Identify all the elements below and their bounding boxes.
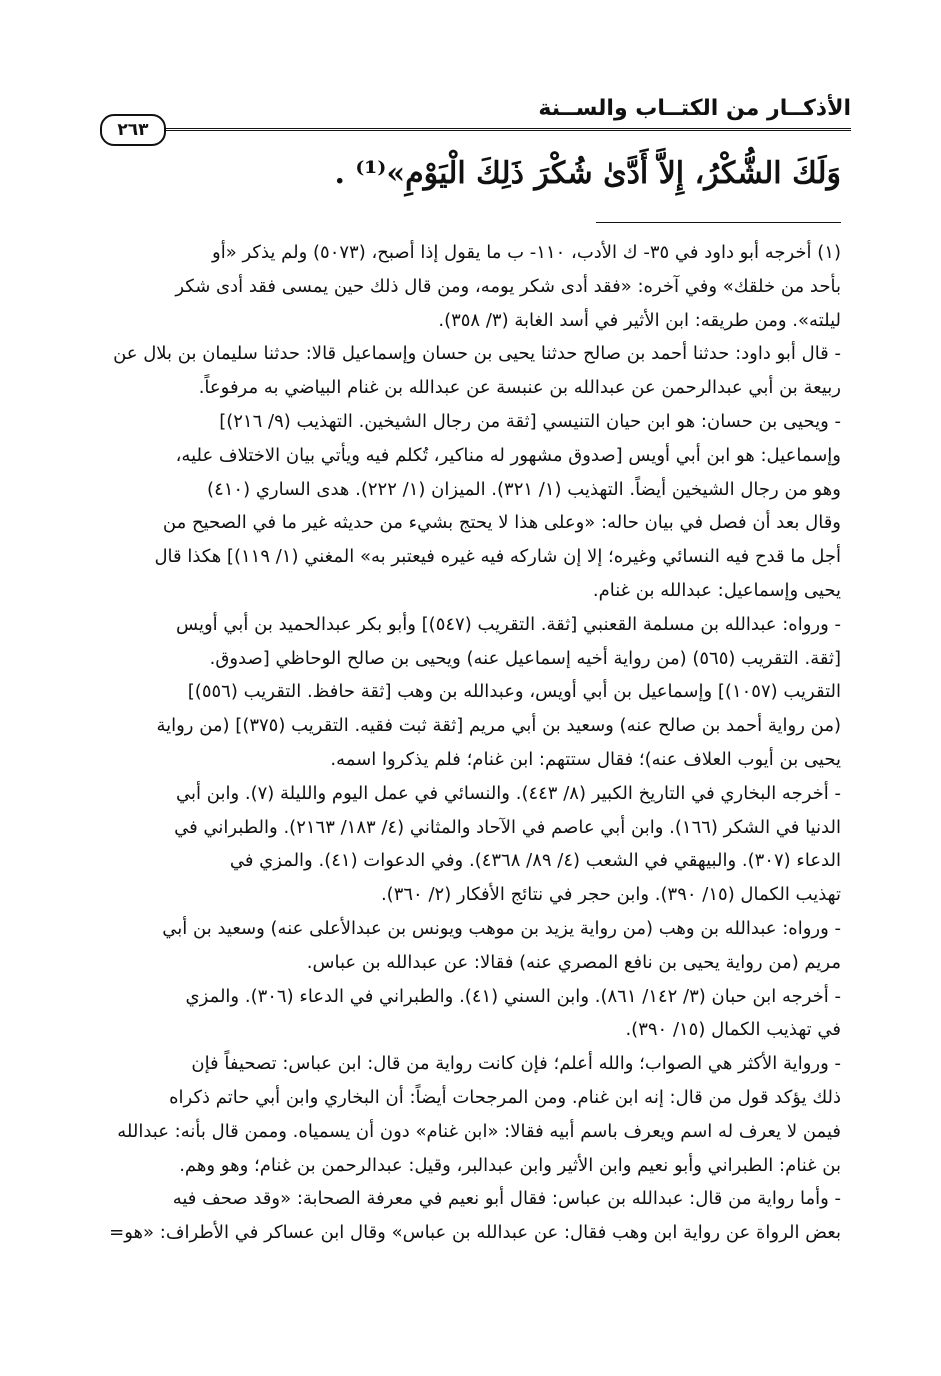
page-number: ٢٦٣ <box>100 114 166 146</box>
header-rule <box>160 128 851 131</box>
footnote-line: فيمن لا يعرف له اسم ويعرف باسم أبيه فقالا: «ابن غنام» دون أن يسمياه. وممن قال بأنه: عبدالله <box>117 1120 841 1142</box>
footnote-line: - أخرجه ابن حبان (٣/ ١٤٢/ ٨٦١). وابن السني (٤١). والطبراني في الدعاء (٣٠٦). والمزي <box>185 985 841 1007</box>
footnote-line: ليلته». ومن طريقه: ابن الأثير في أسد الغابة (٣/ ٣٥٨). <box>438 309 841 331</box>
footnote-line: مريم (من رواية يحيى بن نافع المصري عنه) فقالا: عن عبدالله بن عباس. <box>306 951 841 973</box>
footnote-line: أجل ما قدح فيه النسائي وغيره؛ إلا إن شاركه فيه غيره فيعتبر به» المغني (١/ ١١٩)] هكذا قال <box>154 546 841 568</box>
footnote-line: ذلك يؤكد قول من قال: إنه ابن غنام. ومن المرجحات أيضاً: أن البخاري وابن أبي حاتم ذكراه <box>169 1086 841 1108</box>
footnote-line: بأحد من خلقك» وفي آخره: «فقد أدى شكر يومه، ومن قال ذلك حين يمسى فقد أدى شكر <box>175 275 841 297</box>
footnote-line: (١) أخرجه أبو داود في ٣٥- ك الأدب، ١١٠- ب ما يقول إذا أصبح، (٥٠٧٣) ولم يذكر «أو <box>212 242 841 263</box>
footnote-line: الدنيا في الشكر (١٦٦). وابن أبي عاصم في الآحاد والمثاني (٤/ ١٨٣/ ٢١٦٣). والطبراني في <box>174 816 841 838</box>
footnote-line: - ويحيى بن حسان: هو ابن حيان التنيسي [ثقة من رجال الشيخين. التهذيب (٩/ ٢١٦)] <box>219 410 841 432</box>
footnote-line: وقال بعد أن فصل في بيان حاله: «وعلى هذا لا يحتج بشيء من حديثه غير ما في الصحيح من <box>162 512 841 534</box>
footnote-line: - ورواه: عبدالله بن مسلمة القعنبي [ثقة. التقريب (٥٤٧)] وأبو بكر عبدالحميد بن أبي أويس <box>176 613 841 635</box>
footnote-line: ربيعة بن أبي عبدالرحمن عن عبدالله بن عنبسة عن عبدالله بن غنام البياضي به مرفوعاً. <box>198 377 841 399</box>
running-header <box>100 92 851 142</box>
footnote-line: - ورواية الأكثر هي الصواب؛ والله أعلم؛ فإن كانت رواية من قال: ابن عباس: تصحيفاً فإن <box>191 1053 841 1075</box>
footnote-block <box>100 236 841 1250</box>
footnote-line: وهو من رجال الشيخين أيضاً. التهذيب (١/ ٣٢١). الميزان (١/ ٢٢٢). هدى الساري (٤١٠) <box>207 478 841 500</box>
hadith-text: وَلَكَ الشُّكْرُ، إِلاَّ أَدَّىٰ شُكْرَ ذَلِكَ الْيَوْمِ»⁽¹⁾ . <box>334 156 841 191</box>
footnote-line: وإسماعيل: هو ابن أبي أويس [صدوق مشهور له مناكير، تُكلم فيه ويأتي بيان الاختلاف عليه، <box>175 444 841 466</box>
footnote-line: في تهذيب الكمال (١٥/ ٣٩٠). <box>625 1019 841 1041</box>
footnote-line: بن غنام: الطبراني وأبو نعيم وابن الأثير وابن عبدالبر، وقيل: عبدالرحمن بن غنام؛ وهو وهم. <box>179 1154 841 1176</box>
footnote-line: التقريب (١٠٥٧)] وإسماعيل بن أبي أويس، وعبدالله بن وهب [ثقة حافظ. التقريب (٥٥٦)] <box>187 681 841 703</box>
footnote-line: يحيى بن أيوب العلاف عنه)؛ فقال ستتهم: ابن غنام؛ فلم يذكروا اسمه. <box>330 748 841 770</box>
footnote-line: يحيى وإسماعيل: عبدالله بن غنام. <box>592 579 841 601</box>
footnote-line: - وأما رواية من قال: عبدالله بن عباس: فقال أبو نعيم في معرفة الصحابة: «وقد صحف فيه <box>172 1188 841 1210</box>
footnote-line: - قال أبو داود: حدثنا أحمد بن صالح حدثنا يحيى بن حسان وإسماعيل قالا: حدثنا سليمان بن بلال عن <box>113 343 841 365</box>
footnote-line: [ثقة. التقريب (٥٦٥) (من رواية أخيه إسماعيل عنه) ويحيى بن صالح الوحاظي [صدوق. <box>209 647 841 669</box>
footnote-line: تهذيب الكمال (١٥/ ٣٩٠). وابن حجر في نتائج الأفكار (٢/ ٣٦٠). <box>380 884 841 906</box>
footnote-line: - ورواه: عبدالله بن وهب (من رواية يزيد بن موهب ويونس بن عبدالأعلى عنه) وسعيد بن أبي <box>162 917 841 939</box>
footnote-separator <box>596 222 841 223</box>
header-title: الأذكــار من الكتــاب والســنة <box>538 96 851 121</box>
footnote-line: الدعاء (٣٠٧). والبيهقي في الشعب (٤/ ٨٩/ ٤٣٦٨). وفي الدعوات (٤١). والمزي في <box>229 850 841 872</box>
footnote-line: - أخرجه البخاري في التاريخ الكبير (٨/ ٤٤٣). والنسائي في عمل اليوم والليلة (٧). وابن أبي <box>176 782 841 804</box>
footnote-line: (من رواية أحمد بن صالح عنه) وسعيد بن أبي مريم [ثقة ثبت فقيه. التقريب (٣٧٥)] (من رواية <box>156 715 841 737</box>
footnote-line: بعض الرواة عن رواية ابن وهب فقال: عن عبدالله بن عباس» وقال ابن عساكر في الأطراف: «هو= <box>109 1222 841 1244</box>
